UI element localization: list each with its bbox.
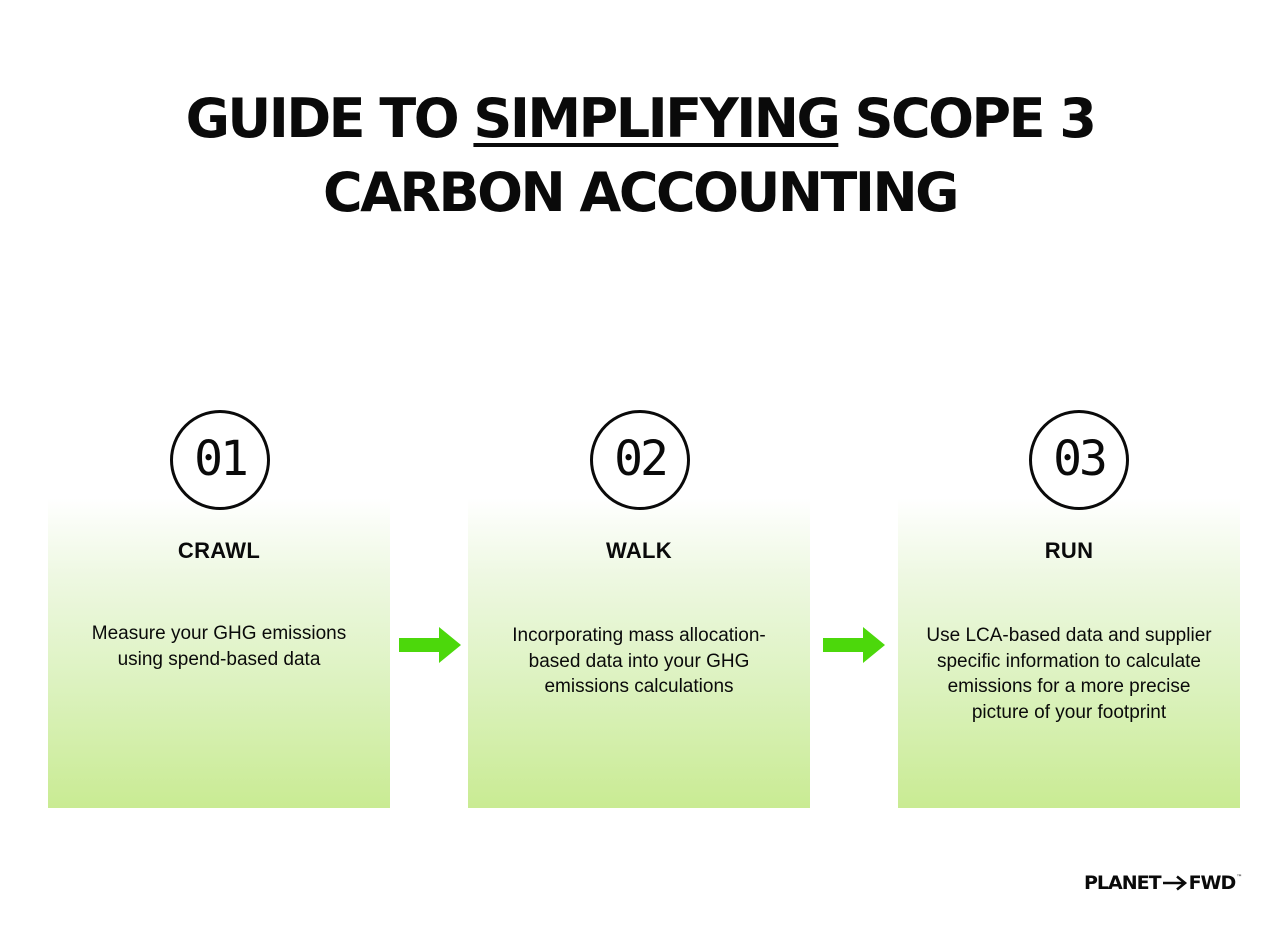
page-title (0, 82, 1280, 230)
step-number-badge (1029, 410, 1129, 510)
logo-arrow-icon (1162, 875, 1188, 891)
step-heading: CRAWL (177, 538, 261, 563)
title-suffix: SCOPE 3 (838, 87, 1095, 150)
step-description: Measure your GHG emissions using spend-based data (91, 623, 347, 670)
step-description: Use LCA-based data and supplier specific information to calculate emissions for a more precise picture of your footprint (926, 625, 1212, 723)
step-heading: WALK (606, 538, 672, 563)
arrow-right-icon (399, 627, 461, 663)
step-card-crawl (48, 498, 390, 808)
logo-text-planet: PLANET (1084, 872, 1161, 894)
step-card-run (898, 498, 1240, 808)
planet-fwd-logo (1084, 872, 1242, 894)
step-number: 01 (194, 431, 246, 487)
title-line-2: CARBON ACCOUNTING (322, 161, 957, 224)
step-number: 03 (1053, 431, 1105, 487)
step-number-badge (590, 410, 690, 510)
trademark-symbol: ™ (1236, 874, 1243, 881)
step-number-badge (170, 410, 270, 510)
step-heading: RUN (1044, 538, 1094, 563)
step-number: 02 (614, 431, 666, 487)
step-description: Incorporating mass allocation-based data into your GHG emissions calculations (512, 625, 766, 697)
arrow-right-icon (823, 627, 885, 663)
logo-text-fwd: FWD (1188, 872, 1236, 894)
title-underlined-word: SIMPLIFYING (473, 87, 839, 150)
step-card-walk (468, 498, 810, 808)
title-prefix: GUIDE TO (185, 87, 474, 150)
